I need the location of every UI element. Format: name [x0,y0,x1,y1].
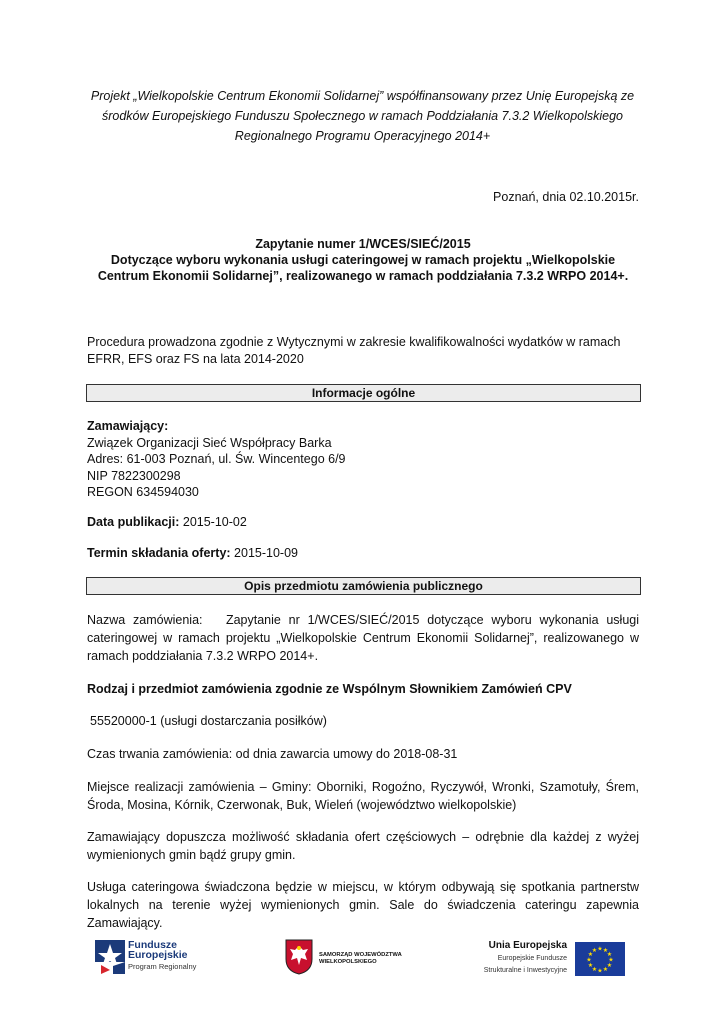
fundusze-europejskie-logo [95,938,215,978]
contractor-regon: REGON 634594030 [87,485,199,499]
order-duration-value: : od dnia zawarcia umowy do 2018-08-31 [228,747,458,761]
svg-text:★: ★ [602,966,609,973]
contractor-address: Adres: 61-003 Poznań, ul. Św. Wincentego 6/9 [87,452,346,466]
order-name-label: Nazwa zamówienia: [87,613,203,627]
project-funding-note: Projekt „Wielkopolskie Centrum Ekonomii Solidarnej” współfinansowany przez Unię Europejską ze środków Europejskiego Funduszu Społecznego w ramach Poddziałania 7.3.2 Wielkopolskiego Regionalnego Programu Operacyjnego 2014+ [90,89,635,143]
publication-date-label: Data publikacji: [87,515,180,529]
service-location-note: Usługa cateringowa świadczona będzie w miejscu, w którym odbywają się spotkania partnerstw lokalnych na terenie wyżej wymienionych gmin. Sale do świadczenia cateringu zapewnia Zamawiający. [87,880,639,930]
svg-text:★: ★ [591,966,598,973]
order-duration [87,746,639,763]
ue-title: Unia Europejska [488,940,567,951]
footer-logos [0,936,725,980]
ue-subtitle-line-1: Europejskie Fundusze [497,955,567,962]
svg-text:★: ★ [597,945,603,953]
svg-text:★: ★ [608,956,614,964]
svg-text:★: ★ [597,967,603,975]
partial-offers-note: Zamawiający dopuszcza możliwość składania ofert częściowych – odrębnie dla każdej z wyżej wymienionych gmin bądź grupy gmin. [87,830,639,862]
contractor-nip: NIP 7822300298 [87,468,181,483]
fe-subtitle: Program Regionalny [128,962,197,971]
svg-text:★: ★ [587,951,594,958]
order-name-paragraph [87,611,639,665]
contractor-label: Zamawiający: [87,419,169,433]
fe-title-line-2: Europejskie [128,949,188,961]
order-location: Miejsce realizacji zamówienia – Gminy: Oborniki, Rogoźno, Ryczywół, Wronki, Szamotuły, Śrem, Środa, Mosina, Kórnik, Czerwonak, Buk, Wieleń (województwo wielkopolskie) [87,780,639,812]
svg-text:★: ★ [606,951,613,958]
publication-date-value: 2015-10-02 [182,515,247,529]
fe-title-line-1: Fundusze [128,939,177,951]
inquiry-number: Zapytanie numer 1/WCES/SIEĆ/2015 [255,237,471,251]
order-name-text: Zapytanie nr 1/WCES/SIEĆ/2015 dotyczące wyboru wykonania usługi cateringowej w ramach projektu „Wielkopolskie Centrum Ekonomii Solidarnej”, realizowanego w ramach poddziałania 7.3.2 WRPO 2014+. [87,613,639,663]
contractor-name: Związek Organizacji Sieć Współpracy Barka [87,435,332,450]
order-duration-label: Czas trwania zamówienia [87,747,229,761]
unia-europejska-logo [477,938,629,978]
contractor-block [87,418,639,501]
section-header-general: Informacje ogólne [86,384,641,402]
publication-date [87,514,639,531]
document-title [88,236,638,284]
svg-text:★: ★ [586,956,592,964]
offer-deadline-label: Termin składania oferty: [87,546,231,560]
samorzad-wielkopolski-logo [285,938,415,978]
svg-text:★: ★ [606,962,613,969]
section-header-subject: Opis przedmiotu zamówienia publicznego [86,577,641,595]
svg-text:★: ★ [602,947,609,954]
offer-deadline-value: 2015-10-09 [234,546,298,560]
ue-subtitle-line-2: Strukturalne i Inwestycyjne [483,967,567,974]
document-date: Poznań, dnia 02.10.2015r. [493,190,639,204]
wlkp-line-2: WIELKOPOLSKIEGO [319,959,377,965]
eu-flag-icon [575,942,625,976]
svg-text:★: ★ [591,947,598,954]
cpv-heading: Rodzaj i przedmiot zamówienia zgodnie ze Wspólnym Słownikiem Zamówień CPV [87,682,572,696]
offer-deadline [87,545,639,562]
procedure-note: Procedura prowadzona zgodnie z Wytycznymi w zakresie kwalifikowalności wydatków w ramach EFRR, EFS oraz FS na lata 2014-2020 [87,335,621,366]
cpv-code: 55520000-1 (usługi dostarczania posiłków) [90,714,327,728]
inquiry-subject: Dotyczące wyboru wykonania usługi cateringowej w ramach projektu „Wielkopolskie Centrum Ekonomii Solidarnej”, realizowanego w ramach poddziałania 7.3.2 WRPO 2014+. [97,253,629,283]
fe-star-icon [95,940,125,974]
wlkp-line-1: SAMORZĄD WOJEWÓDZTWA [319,952,402,958]
svg-text:★: ★ [587,962,594,969]
crest-icon [285,939,313,975]
